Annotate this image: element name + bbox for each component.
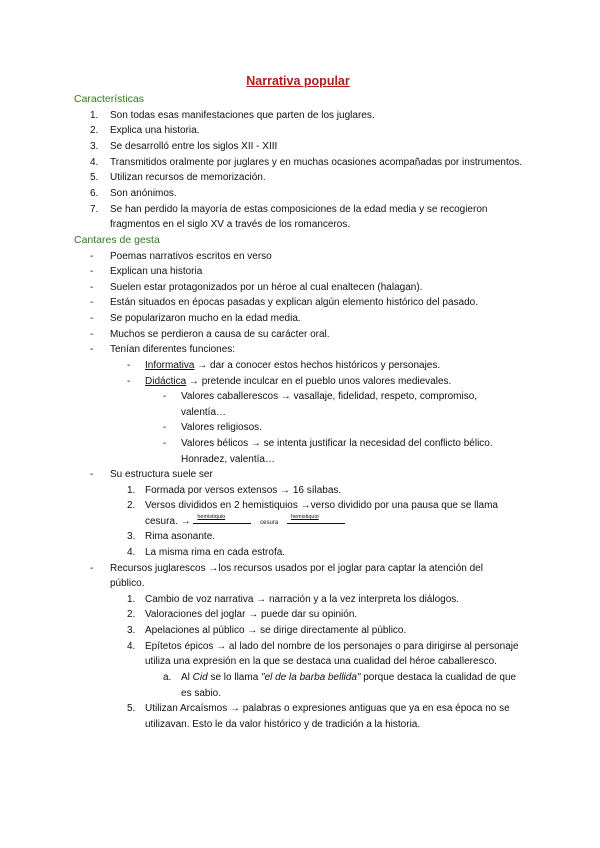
didactica-label: Didáctica [145,376,187,387]
hemistiquio-blank-2 [287,514,345,524]
dash-marker: - [90,266,94,277]
cid-name: Cid [192,672,208,683]
estructura-item: Formada por versos extensos → 16 sílabas. [145,485,342,496]
dash-marker: - [163,438,167,449]
recurso-item: Valoraciones del joglar → puede dar su opinión. [145,609,358,620]
list-number: 2. [127,609,136,620]
function-informativa [145,358,440,374]
list-item: Explica una historia. [110,125,200,136]
recursos-intro-continuation: público. [110,578,145,589]
bullet-item: Se popularizaron mucho en la edad media. [110,313,301,324]
value-item-continuation: Honradez, valentía… [181,454,275,465]
bullet-item: Poemas narrativos escritos en verso [110,251,272,262]
recurso-item: Utilizan Arcaísmos → palabras o expresiones antiguas que ya en esa época no se [145,703,510,714]
list-number: 2. [90,125,99,136]
hemistiquio-blank-1 [193,514,251,524]
value-item: Valores bélicos → se intenta justificar la necesidad del conflicto bélico. [181,438,493,449]
estructura-intro: Su estructura suele ser [110,469,213,480]
dash-marker: - [127,360,131,371]
list-number: 1. [127,594,136,605]
recurso-item: Cambio de voz narrativa → narración y a la vez interpreta los diálogos. [145,594,460,605]
list-number: 3. [127,625,136,636]
bullet-item: Explican una historia [110,266,203,277]
cesura-small-label: cesura [260,520,279,526]
dash-marker: - [90,297,94,308]
didactica-text: → pretende inculcar en el pueblo unos valores medievales. [188,376,452,387]
recurso-item-continuation: utilizavan. Esto le da valor histórico y de tradición a la historia. [145,719,421,730]
list-item-continuation: fragmentos en el siglo XV a través de los romanceros. [110,219,351,230]
value-item: Valores caballerescos → vasallaje, fidelidad, respeto, compromiso, [181,391,478,402]
dash-marker: - [163,391,167,402]
list-number: 4. [127,641,136,652]
cid-prefix: Al [181,672,193,683]
dash-marker: - [90,282,94,293]
cid-quote: "el de la barba bellida" [261,672,361,683]
hemistiquio-label-2: hemistiquio [290,514,319,520]
list-number: 4. [90,157,99,168]
recurso-item-continuation: utiliza una expresión en la que se destaca una cualidad del héroe caballeresco. [145,656,497,667]
list-item: Utilizan recursos de memorización. [110,172,266,183]
informativa-label: Informativa [145,360,195,371]
heading-cantares: Cantares de gesta [74,234,160,246]
list-number: 3. [90,141,99,152]
recursos-intro: Recursos juglarescos →los recursos usados por el joglar para captar la atención del [110,563,483,574]
value-item-continuation: valentía… [181,407,227,418]
dash-marker: - [90,469,94,480]
list-number: 2. [127,500,136,511]
heading-caracteristicas: Características [74,93,145,105]
estructura-item: Versos divididos en 2 hemistiquios →verso dividido por una pausa que se llama [145,500,498,511]
list-number: 6. [90,188,99,199]
list-letter: a. [163,672,172,683]
page-title: Narrativa popular [246,74,350,88]
dash-marker: - [90,344,94,355]
cid-rest: porque destaca la cualidad de que [360,672,517,683]
cid-mid: se lo llama [207,672,262,683]
list-number: 1. [127,485,136,496]
dash-marker: - [90,313,94,324]
dash-marker: - [90,563,94,574]
bullet-item: Suelen estar protagonizados por un héroe al cual enaltecen (halagan). [110,282,423,293]
dash-marker: - [90,251,94,262]
list-number: 5. [90,172,99,183]
estructura-item: La misma rima en cada estrofa. [145,547,286,558]
function-didactica [145,374,451,390]
bullet-item: Están situados en épocas pasadas y explican algún elemento histórico del pasado. [110,297,479,308]
bullet-item: Tenían diferentes funciones: [110,344,236,355]
cid-example-continuation: es sabio. [181,688,222,699]
recurso-item: Epítetos épicos → al lado del nombre de los personajes o para dirigirse al personaje [145,641,519,652]
list-item: Transmitidos oralmente por juglares y en muchas ocasiones acompañadas por instrumentos. [110,157,523,168]
list-number: 1. [90,110,99,121]
list-item: Son todas esas manifestaciones que parten de los juglares. [110,110,375,121]
dash-marker: - [90,329,94,340]
hemistiquio-label-1: hemistiquio [197,514,226,520]
list-number: 4. [127,547,136,558]
list-number: 5. [127,703,136,714]
list-item: Se han perdido la mayoría de estas composiciones de la edad media y se recogieron [110,204,488,215]
informativa-text: → dar a conocer estos hechos históricos y personajes. [197,360,441,371]
list-item: Se desarrolló entre los siglos XII - XIII [110,141,278,152]
bullet-item: Muchos se perdieron a causa de su carácter oral. [110,329,330,340]
list-number: 7. [90,204,99,215]
recurso-item: Apelaciones al público → se dirige directamente al público. [145,625,407,636]
list-item: Son anónimos. [110,188,177,199]
dash-marker: - [127,376,131,387]
cesura-label: cesura. → [145,516,191,527]
dash-marker: - [163,422,167,433]
value-item: Valores religiosos. [181,422,262,433]
list-number: 3. [127,531,136,542]
cid-example [181,670,516,686]
estructura-item: Rima asonante. [145,531,216,542]
